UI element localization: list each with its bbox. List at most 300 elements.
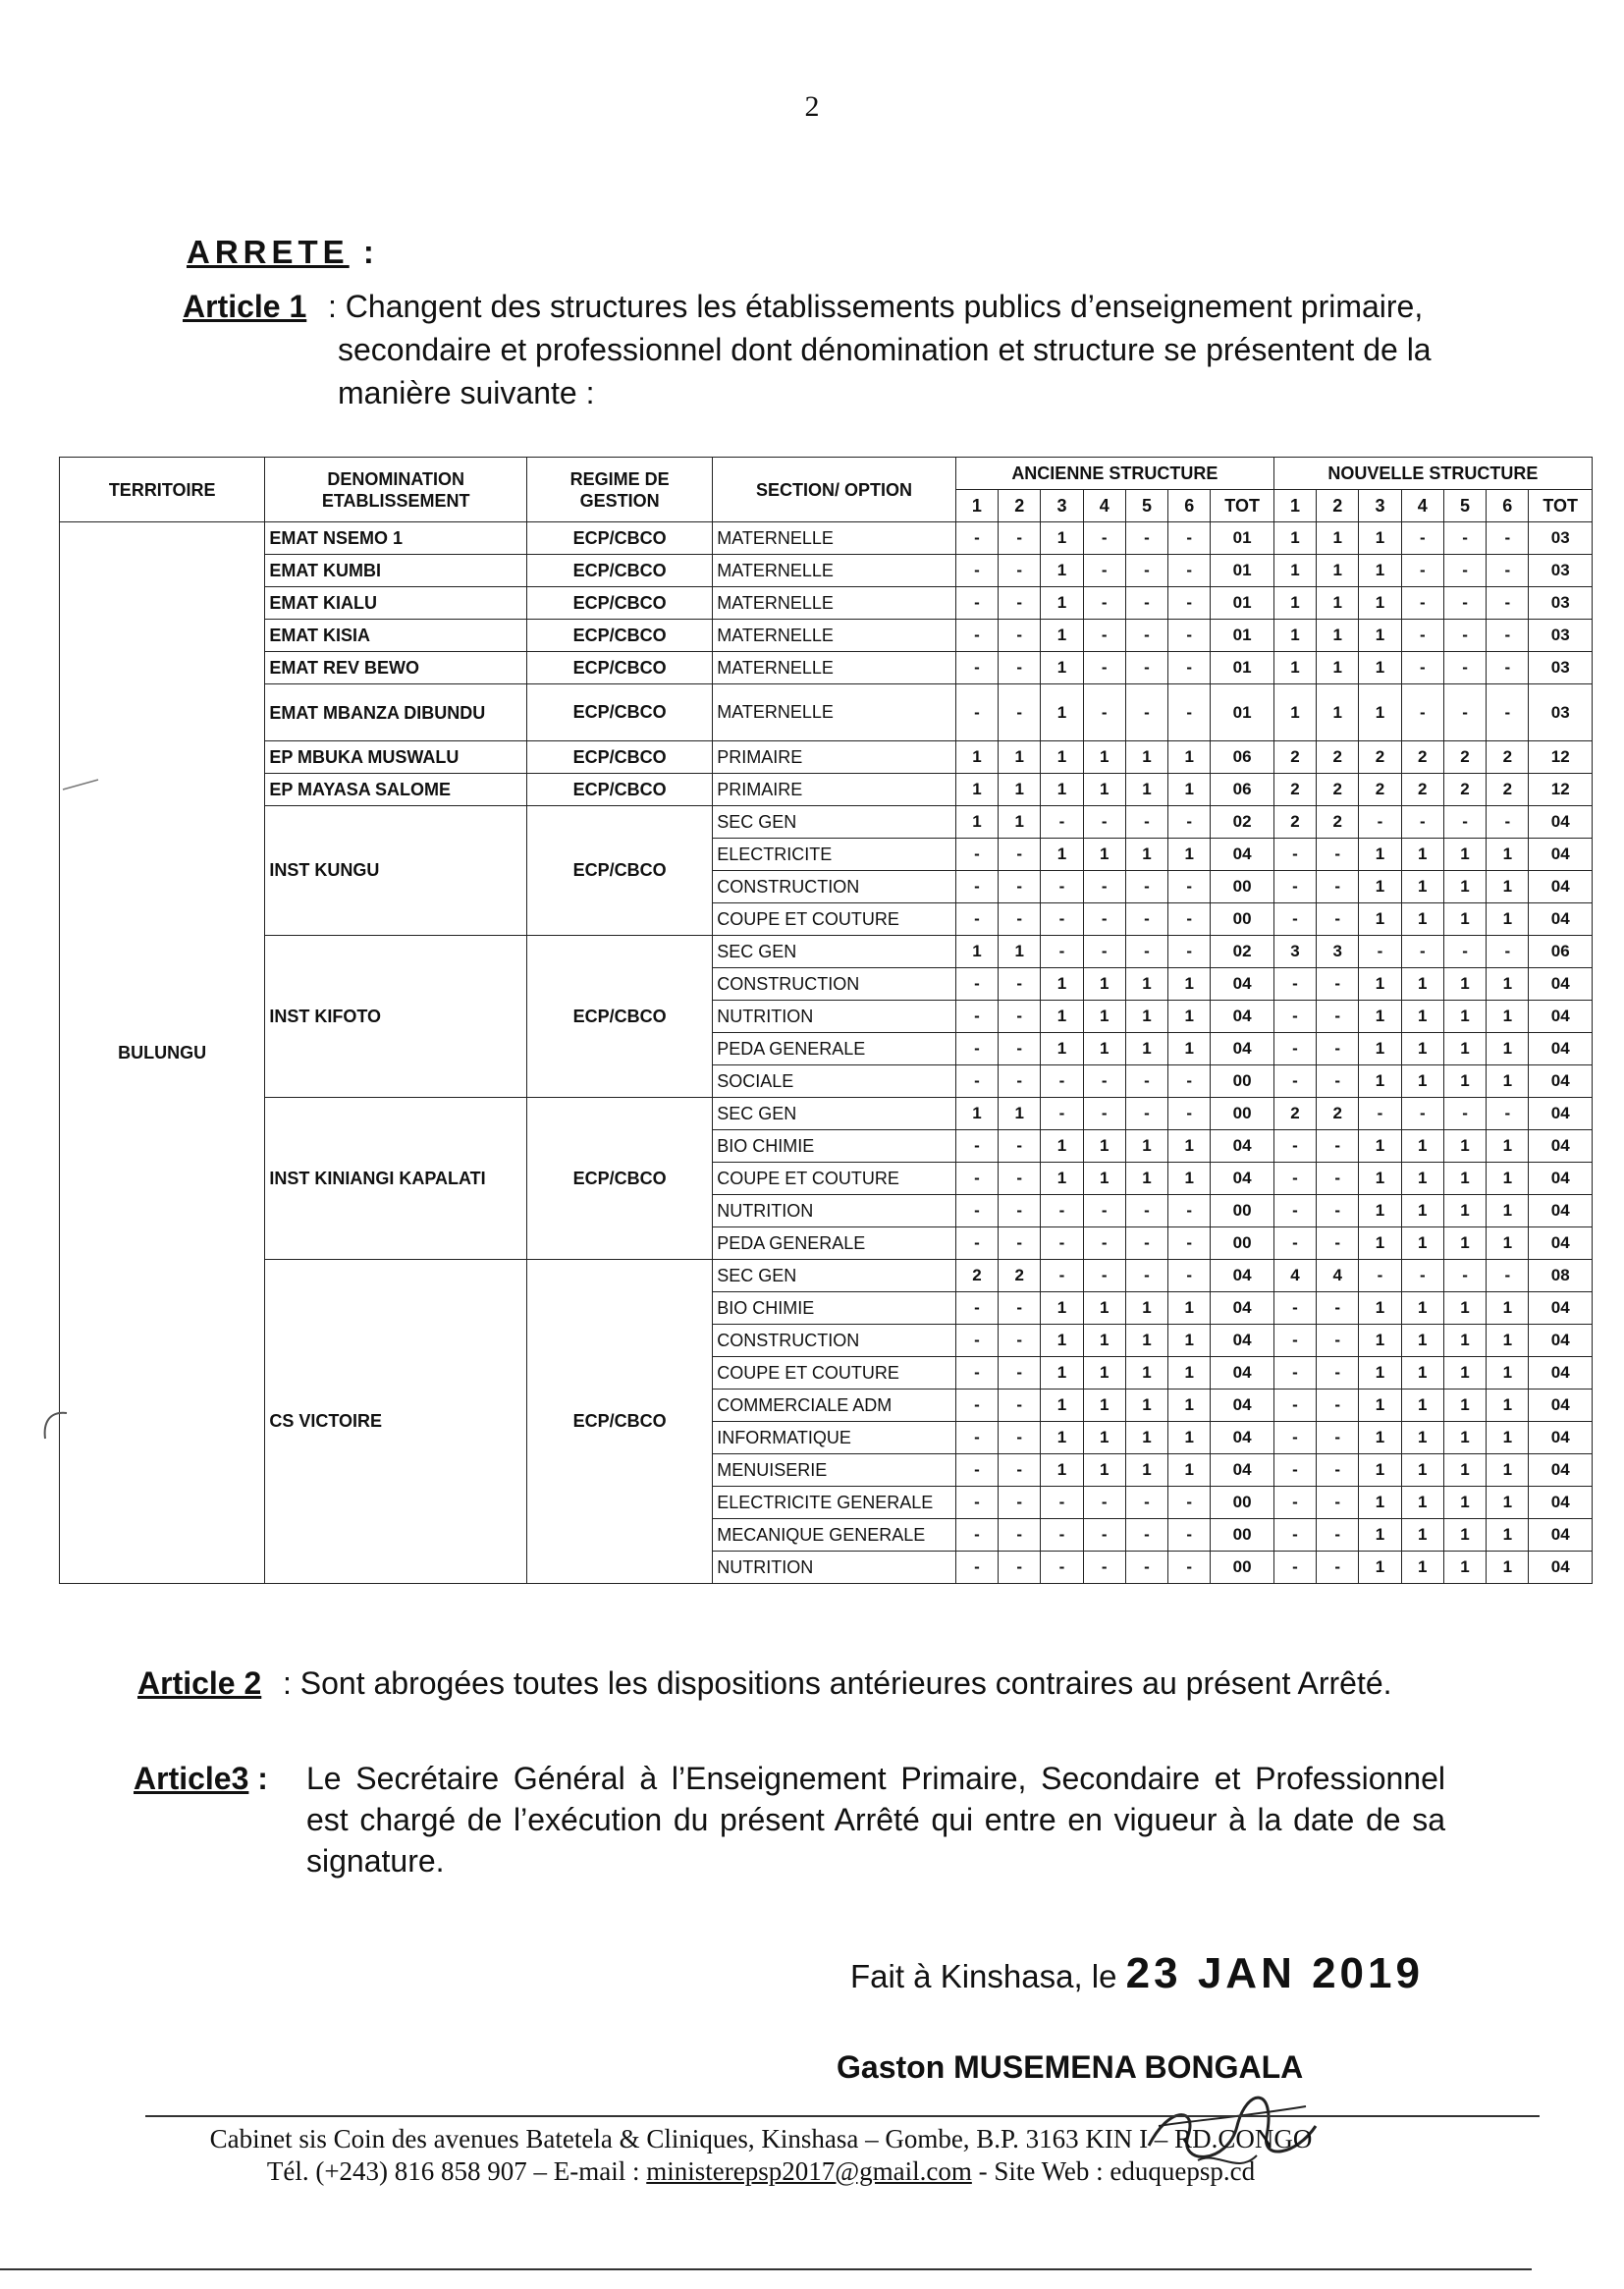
ancienne-value: 01 [1211, 620, 1273, 652]
nouvelle-value: - [1487, 555, 1529, 587]
ancienne-value: 01 [1211, 555, 1273, 587]
nouvelle-value: 08 [1529, 1260, 1593, 1292]
ancienne-value: 1 [1125, 1422, 1167, 1454]
ancienne-value: 1 [1041, 1001, 1083, 1033]
ancienne-value: - [999, 1357, 1041, 1390]
ancienne-value: 04 [1211, 1033, 1273, 1065]
nouvelle-value: 2 [1401, 741, 1443, 774]
ancienne-value: 1 [955, 1098, 998, 1130]
ancienne-value: - [1125, 806, 1167, 839]
nouvelle-value: - [1443, 806, 1486, 839]
section-cell: COUPE ET COUTURE [713, 903, 956, 936]
regime-cell: ECP/CBCO [527, 741, 713, 774]
ancienne-value: 1 [1125, 1357, 1167, 1390]
table-row [60, 522, 1593, 555]
table-row [60, 774, 1593, 806]
section-cell: PEDA GENERALE [713, 1033, 956, 1065]
nouvelle-value: 04 [1529, 806, 1593, 839]
nouvelle-value: - [1359, 1098, 1401, 1130]
ancienne-value: - [1168, 936, 1211, 968]
ancienne-value: - [1083, 1260, 1125, 1292]
nouvelle-value: - [1273, 871, 1316, 903]
ancienne-value: 1 [1041, 1357, 1083, 1390]
structure-table [59, 457, 1593, 1584]
arrete-title: ARRETE [187, 234, 350, 270]
nouvelle-value: - [1443, 620, 1486, 652]
nouvelle-value: - [1487, 620, 1529, 652]
arrete-heading [187, 234, 379, 271]
ancienne-value: 1 [1041, 1422, 1083, 1454]
ancienne-value: 04 [1211, 1163, 1273, 1195]
nouvelle-value: 1 [1359, 587, 1401, 620]
ancienne-value: - [1083, 1519, 1125, 1552]
nouvelle-value: 1 [1273, 684, 1316, 741]
ancienne-value: 1 [1168, 1130, 1211, 1163]
ancienne-value: - [999, 1163, 1041, 1195]
header-old-col-4: 4 [1083, 490, 1125, 522]
nouvelle-value: - [1401, 652, 1443, 684]
nouvelle-value: 03 [1529, 684, 1593, 741]
article-2 [137, 1662, 1424, 1704]
nouvelle-value: 03 [1529, 555, 1593, 587]
bottom-rule [0, 2268, 1532, 2270]
nouvelle-value: - [1317, 1454, 1359, 1487]
ancienne-value: 1 [1168, 1033, 1211, 1065]
ancienne-value: - [1125, 903, 1167, 936]
ancienne-value: 1 [1083, 839, 1125, 871]
territoire-cell: BULUNGU [60, 522, 265, 1584]
ancienne-value: - [1041, 1552, 1083, 1584]
nouvelle-value: 2 [1317, 774, 1359, 806]
article-1-rest: secondaire et professionnel dont dénomination et structure se présentent de la manière suivante : [338, 332, 1432, 410]
nouvelle-value: 1 [1359, 620, 1401, 652]
nouvelle-value: 2 [1359, 774, 1401, 806]
nouvelle-value: 1 [1273, 587, 1316, 620]
ancienne-value: - [999, 1195, 1041, 1227]
nouvelle-value: 03 [1529, 652, 1593, 684]
table-row [60, 1260, 1593, 1292]
article-2-text: : Sont abrogées toutes les dispositions antérieures contraires au présent Arrêté. [283, 1665, 1392, 1701]
nouvelle-value: 04 [1529, 839, 1593, 871]
nouvelle-value: 1 [1359, 839, 1401, 871]
footer-website[interactable]: eduquepsp.cd [1110, 2156, 1256, 2186]
ancienne-value: - [1168, 522, 1211, 555]
regime-cell: ECP/CBCO [527, 555, 713, 587]
ancienne-value: 1 [1125, 1130, 1167, 1163]
nouvelle-value: - [1401, 587, 1443, 620]
ancienne-value: - [1083, 1098, 1125, 1130]
nouvelle-value: - [1273, 1033, 1316, 1065]
nouvelle-value: 1 [1273, 555, 1316, 587]
nouvelle-value: - [1443, 1260, 1486, 1292]
ancienne-value: - [955, 620, 998, 652]
ancienne-value: - [999, 968, 1041, 1001]
ancienne-value: 00 [1211, 1065, 1273, 1098]
ancienne-value: 04 [1211, 1130, 1273, 1163]
nouvelle-value: - [1359, 806, 1401, 839]
ancienne-value: 04 [1211, 1001, 1273, 1033]
nouvelle-value: - [1487, 522, 1529, 555]
ancienne-value: 2 [955, 1260, 998, 1292]
nouvelle-value: 1 [1359, 1065, 1401, 1098]
nouvelle-value: 3 [1317, 936, 1359, 968]
ancienne-value: 1 [1125, 1390, 1167, 1422]
section-cell: SEC GEN [713, 1098, 956, 1130]
nouvelle-value: 1 [1401, 1552, 1443, 1584]
nouvelle-value: 1 [1487, 1422, 1529, 1454]
ancienne-value: - [1083, 936, 1125, 968]
nouvelle-value: 1 [1443, 1325, 1486, 1357]
nouvelle-value: 1 [1401, 1227, 1443, 1260]
ancienne-value: - [955, 555, 998, 587]
article-1-label: Article 1 [183, 289, 307, 324]
table-row [60, 652, 1593, 684]
ancienne-value: - [1083, 587, 1125, 620]
nouvelle-value: 1 [1443, 1519, 1486, 1552]
ancienne-value: 1 [1083, 1001, 1125, 1033]
ancienne-value: 1 [1083, 1357, 1125, 1390]
nouvelle-value: 1 [1443, 1227, 1486, 1260]
header-new-col-5: 5 [1443, 490, 1486, 522]
nouvelle-value: - [1317, 1065, 1359, 1098]
section-cell: MECANIQUE GENERALE [713, 1519, 956, 1552]
nouvelle-value: 1 [1359, 684, 1401, 741]
ancienne-value: 1 [1083, 1422, 1125, 1454]
nouvelle-value: - [1317, 1130, 1359, 1163]
ancienne-value: 1 [955, 806, 998, 839]
establishment-name: EP MBUKA MUSWALU [265, 741, 527, 774]
regime-cell: ECP/CBCO [527, 936, 713, 1098]
section-cell: NUTRITION [713, 1195, 956, 1227]
nouvelle-value: 1 [1487, 1454, 1529, 1487]
nouvelle-value: 1 [1359, 652, 1401, 684]
nouvelle-value: 04 [1529, 1033, 1593, 1065]
ancienne-value: - [1041, 1260, 1083, 1292]
ancienne-value: - [955, 1519, 998, 1552]
ancienne-value: - [999, 555, 1041, 587]
ancienne-value: - [955, 1195, 998, 1227]
article-1-line1: : Changent des structures les établissements publics d’enseignement primaire, [328, 289, 1424, 324]
nouvelle-value: 04 [1529, 871, 1593, 903]
header-new-col-4: 4 [1401, 490, 1443, 522]
nouvelle-value: - [1443, 1098, 1486, 1130]
nouvelle-value: 1 [1317, 684, 1359, 741]
footer-contact [157, 2155, 1365, 2188]
ancienne-value: 1 [1168, 1422, 1211, 1454]
nouvelle-value: 03 [1529, 620, 1593, 652]
nouvelle-value: 1 [1487, 871, 1529, 903]
ancienne-value: - [1168, 806, 1211, 839]
ancienne-value: 1 [1083, 968, 1125, 1001]
header-old-col-6: 6 [1168, 490, 1211, 522]
section-cell: CONSTRUCTION [713, 871, 956, 903]
nouvelle-value: 2 [1317, 1098, 1359, 1130]
regime-cell: ECP/CBCO [527, 774, 713, 806]
ancienne-value: - [1041, 936, 1083, 968]
ancienne-value: - [955, 968, 998, 1001]
nouvelle-value: 04 [1529, 1519, 1593, 1552]
nouvelle-value: - [1401, 806, 1443, 839]
nouvelle-value: 1 [1487, 903, 1529, 936]
ancienne-value: - [1083, 1195, 1125, 1227]
nouvelle-value: 2 [1443, 741, 1486, 774]
nouvelle-value: 2 [1317, 806, 1359, 839]
ancienne-value: 1 [1041, 839, 1083, 871]
nouvelle-value: - [1273, 839, 1316, 871]
footer-phone: Tél. (+243) 816 858 907 – E-mail : [266, 2156, 647, 2186]
regime-cell: ECP/CBCO [527, 1098, 713, 1260]
section-cell: CONSTRUCTION [713, 968, 956, 1001]
nouvelle-value: 1 [1443, 1454, 1486, 1487]
article-3 [134, 1758, 1449, 1879]
nouvelle-value: - [1443, 652, 1486, 684]
nouvelle-value: - [1487, 1098, 1529, 1130]
table-row [60, 587, 1593, 620]
nouvelle-value: - [1317, 1422, 1359, 1454]
ancienne-value: 1 [1041, 1325, 1083, 1357]
ancienne-value: - [955, 522, 998, 555]
article-3-colon: : [248, 1761, 268, 1796]
ancienne-value: - [1168, 684, 1211, 741]
ancienne-value: - [1083, 1487, 1125, 1519]
ancienne-value: - [955, 1227, 998, 1260]
establishment-name: INST KINIANGI KAPALATI [265, 1098, 527, 1260]
ancienne-value: 1 [1083, 1292, 1125, 1325]
ancienne-value: 1 [1168, 1292, 1211, 1325]
nouvelle-value: 06 [1529, 936, 1593, 968]
footer [157, 2123, 1365, 2188]
nouvelle-value: 04 [1529, 968, 1593, 1001]
page-number: 2 [804, 90, 820, 123]
ancienne-value: - [955, 903, 998, 936]
ancienne-value: 04 [1211, 1390, 1273, 1422]
ancienne-value: 00 [1211, 1195, 1273, 1227]
ancienne-value: - [1168, 620, 1211, 652]
nouvelle-value: - [1401, 684, 1443, 741]
ancienne-value: - [999, 1552, 1041, 1584]
ancienne-value: 1 [1168, 741, 1211, 774]
header-denomination: DENOMINATION ETABLISSEMENT [265, 458, 527, 522]
nouvelle-value: 1 [1443, 1422, 1486, 1454]
ancienne-value: 01 [1211, 652, 1273, 684]
ancienne-value: - [1125, 620, 1167, 652]
section-cell: MATERNELLE [713, 684, 956, 741]
nouvelle-value: 1 [1487, 1519, 1529, 1552]
nouvelle-value: 1 [1487, 839, 1529, 871]
nouvelle-value: - [1317, 1487, 1359, 1519]
nouvelle-value: 1 [1443, 903, 1486, 936]
nouvelle-value: 1 [1359, 1422, 1401, 1454]
ancienne-value: - [955, 1422, 998, 1454]
nouvelle-value: 1 [1487, 1552, 1529, 1584]
ancienne-value: 04 [1211, 1357, 1273, 1390]
ancienne-value: 1 [1125, 1454, 1167, 1487]
header-new-col-1: 1 [1273, 490, 1316, 522]
nouvelle-value: 1 [1317, 620, 1359, 652]
nouvelle-value: 1 [1443, 1357, 1486, 1390]
ancienne-value: - [1125, 1519, 1167, 1552]
nouvelle-value: 4 [1317, 1260, 1359, 1292]
nouvelle-value: - [1401, 1260, 1443, 1292]
section-cell: MATERNELLE [713, 652, 956, 684]
nouvelle-value: - [1317, 1292, 1359, 1325]
nouvelle-value: 1 [1359, 555, 1401, 587]
section-cell: MATERNELLE [713, 522, 956, 555]
nouvelle-value: - [1443, 587, 1486, 620]
ancienne-value: 06 [1211, 774, 1273, 806]
nouvelle-value: - [1317, 1325, 1359, 1357]
ancienne-value: 1 [1041, 1390, 1083, 1422]
nouvelle-value: 1 [1443, 871, 1486, 903]
ancienne-value: 1 [1083, 741, 1125, 774]
nouvelle-value: - [1317, 1390, 1359, 1422]
ancienne-value: 2 [999, 1260, 1041, 1292]
nouvelle-value: - [1401, 555, 1443, 587]
ancienne-value: - [1125, 1260, 1167, 1292]
ancienne-value: 1 [1083, 1163, 1125, 1195]
ancienne-value: 1 [1041, 741, 1083, 774]
nouvelle-value: - [1487, 587, 1529, 620]
ancienne-value: - [955, 1357, 998, 1390]
ancienne-value: 1 [1041, 1292, 1083, 1325]
ancienne-value: - [1041, 1487, 1083, 1519]
nouvelle-value: 04 [1529, 1454, 1593, 1487]
nouvelle-value: 1 [1443, 1390, 1486, 1422]
nouvelle-value: 1 [1317, 555, 1359, 587]
ancienne-value: - [955, 1065, 998, 1098]
section-cell: SEC GEN [713, 1260, 956, 1292]
nouvelle-value: 1 [1359, 1001, 1401, 1033]
section-cell: PEDA GENERALE [713, 1227, 956, 1260]
header-new-col-3: 3 [1359, 490, 1401, 522]
ancienne-value: - [1125, 555, 1167, 587]
header-nouvelle: NOUVELLE STRUCTURE [1273, 458, 1592, 490]
footer-email[interactable]: ministerepsp2017@gmail.com [646, 2156, 972, 2186]
header-territoire: TERRITOIRE [60, 458, 265, 522]
nouvelle-value: 1 [1443, 839, 1486, 871]
nouvelle-value: 04 [1529, 1357, 1593, 1390]
nouvelle-value: 1 [1487, 1357, 1529, 1390]
article-1-body [328, 285, 1526, 414]
nouvelle-value: 1 [1359, 1487, 1401, 1519]
nouvelle-value: 04 [1529, 1130, 1593, 1163]
nouvelle-value: 1 [1273, 522, 1316, 555]
margin-mark [39, 1409, 69, 1448]
ancienne-value: 1 [1041, 652, 1083, 684]
table-row [60, 806, 1593, 839]
nouvelle-value: 1 [1359, 1325, 1401, 1357]
ancienne-value: - [999, 903, 1041, 936]
ancienne-value: - [999, 1454, 1041, 1487]
ancienne-value: 1 [1168, 774, 1211, 806]
nouvelle-value: 1 [1401, 1454, 1443, 1487]
ancienne-value: - [1168, 1487, 1211, 1519]
nouvelle-value: 1 [1401, 1130, 1443, 1163]
establishment-name: EP MAYASA SALOME [265, 774, 527, 806]
nouvelle-value: 1 [1401, 1195, 1443, 1227]
ancienne-value: 00 [1211, 1487, 1273, 1519]
ancienne-value: 1 [1083, 1390, 1125, 1422]
ancienne-value: 1 [1125, 1325, 1167, 1357]
ancienne-value: 1 [1083, 1033, 1125, 1065]
ancienne-value: - [1083, 903, 1125, 936]
ancienne-value: - [1125, 652, 1167, 684]
ancienne-value: - [999, 1227, 1041, 1260]
ancienne-value: 1 [999, 741, 1041, 774]
ancienne-value: 1 [955, 774, 998, 806]
nouvelle-value: 1 [1443, 1001, 1486, 1033]
header-new-col-7: TOT [1529, 490, 1593, 522]
ancienne-value: 04 [1211, 968, 1273, 1001]
nouvelle-value: 1 [1359, 1130, 1401, 1163]
ancienne-value: 04 [1211, 1325, 1273, 1357]
nouvelle-value: 1 [1401, 1292, 1443, 1325]
nouvelle-value: 2 [1487, 774, 1529, 806]
nouvelle-value: 1 [1487, 968, 1529, 1001]
section-cell: BIO CHIMIE [713, 1130, 956, 1163]
footer-address: Cabinet sis Coin des avenues Batetela & Cliniques, Kinshasa – Gombe, B.P. 3163 KIN I – RD.CONGO [209, 2124, 1313, 2153]
header-old-col-7: TOT [1211, 490, 1273, 522]
nouvelle-value: - [1317, 903, 1359, 936]
nouvelle-value: - [1317, 1033, 1359, 1065]
ancienne-value: 1 [1041, 1163, 1083, 1195]
nouvelle-value: - [1273, 1292, 1316, 1325]
ancienne-value: 06 [1211, 741, 1273, 774]
nouvelle-value: 1 [1487, 1033, 1529, 1065]
nouvelle-value: 1 [1443, 1033, 1486, 1065]
nouvelle-value: 2 [1317, 741, 1359, 774]
nouvelle-value: - [1273, 903, 1316, 936]
ancienne-value: - [1125, 1552, 1167, 1584]
nouvelle-value: - [1317, 968, 1359, 1001]
nouvelle-value: 1 [1401, 1163, 1443, 1195]
nouvelle-value: - [1487, 1260, 1529, 1292]
ancienne-value: - [1125, 522, 1167, 555]
nouvelle-value: 1 [1487, 1130, 1529, 1163]
nouvelle-value: - [1273, 1422, 1316, 1454]
ancienne-value: - [1083, 1227, 1125, 1260]
header-regime: REGIME DE GESTION [527, 458, 713, 522]
ancienne-value: - [1041, 1195, 1083, 1227]
ancienne-value: - [1083, 1552, 1125, 1584]
ancienne-value: - [1125, 871, 1167, 903]
nouvelle-value: - [1317, 871, 1359, 903]
nouvelle-value: - [1317, 1552, 1359, 1584]
ancienne-value: - [1125, 1227, 1167, 1260]
ancienne-value: 00 [1211, 1552, 1273, 1584]
signer-name: Gaston MUSEMENA BONGALA [837, 2049, 1304, 2085]
ancienne-value: 01 [1211, 587, 1273, 620]
nouvelle-value: - [1273, 1390, 1316, 1422]
nouvelle-value: 04 [1529, 1195, 1593, 1227]
section-cell: ELECTRICITE [713, 839, 956, 871]
nouvelle-value: 2 [1273, 741, 1316, 774]
nouvelle-value: 1 [1443, 1130, 1486, 1163]
ancienne-value: 1 [1125, 1001, 1167, 1033]
section-cell: MENUISERIE [713, 1454, 956, 1487]
ancienne-value: - [1041, 1065, 1083, 1098]
ancienne-value: - [955, 871, 998, 903]
ancienne-value: - [1168, 1098, 1211, 1130]
section-cell: MATERNELLE [713, 555, 956, 587]
ancienne-value: - [955, 1130, 998, 1163]
nouvelle-value: 1 [1273, 620, 1316, 652]
nouvelle-value: - [1273, 1227, 1316, 1260]
section-cell: MATERNELLE [713, 587, 956, 620]
ancienne-value: - [1125, 1195, 1167, 1227]
signing-date: 23 JAN 2019 [1125, 1949, 1424, 1997]
ancienne-value: - [955, 652, 998, 684]
